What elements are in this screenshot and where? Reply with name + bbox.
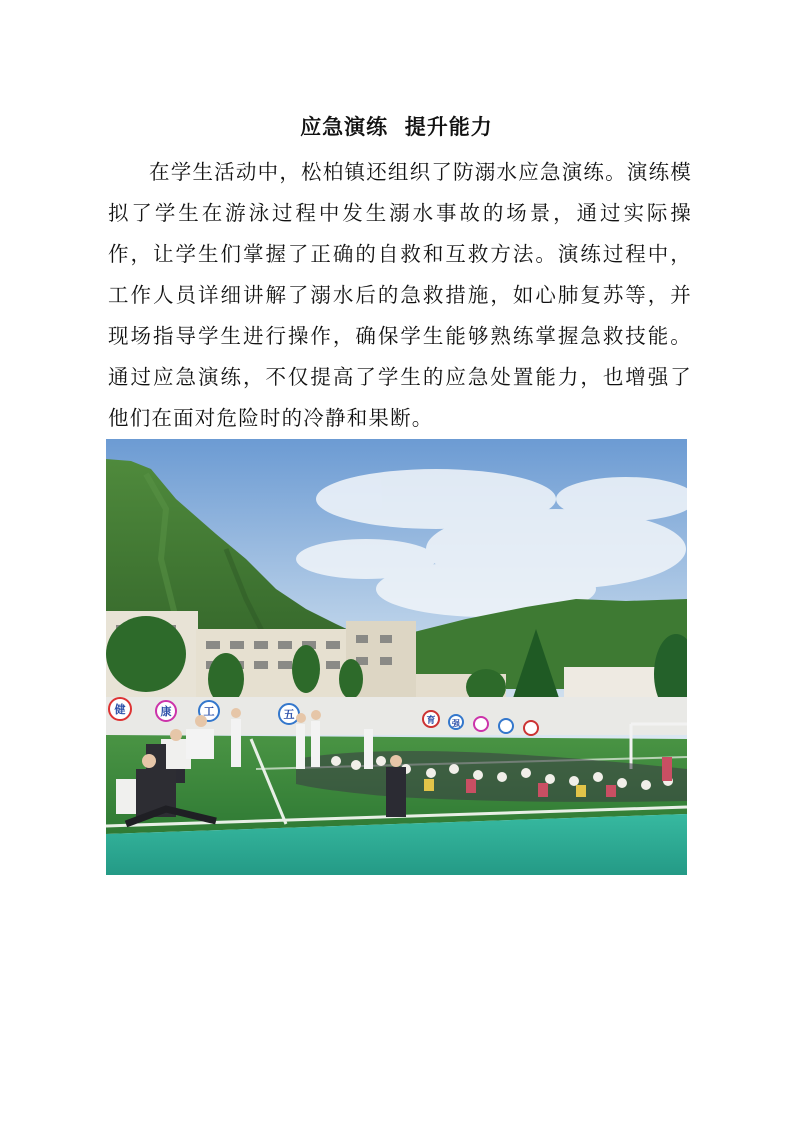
drill-photo-illustration <box>106 439 687 875</box>
banner-char-5: 育 <box>426 716 436 726</box>
banner-char-4: 五 <box>283 708 295 721</box>
banner-char-6: 强 <box>452 719 460 728</box>
document-title: 应急演练 提升能力 <box>300 115 493 139</box>
body-paragraph: 在学生活动中，松柏镇还组织了防溺水应急演练。演练模拟了学生在游泳过程中发生溺水事故的场景，通过实际操作，让学生们掌握了正确的自救和互救方法。演练过程中，工作人员详细讲解了溺水后的急救措施，如心肺复苏等，并现场指导学生进行操作，确保学生能够熟练掌握急救技能。通过应急演练，不仅提高了学生的应急处置能力，也增强了他们在面对危险时的冷静和果断。 <box>108 160 692 430</box>
banner-char-2: 康 <box>160 705 172 718</box>
banner-char-1: 健 <box>114 703 126 716</box>
banner-char-3: 工 <box>203 705 215 718</box>
drill-photo <box>106 439 687 875</box>
